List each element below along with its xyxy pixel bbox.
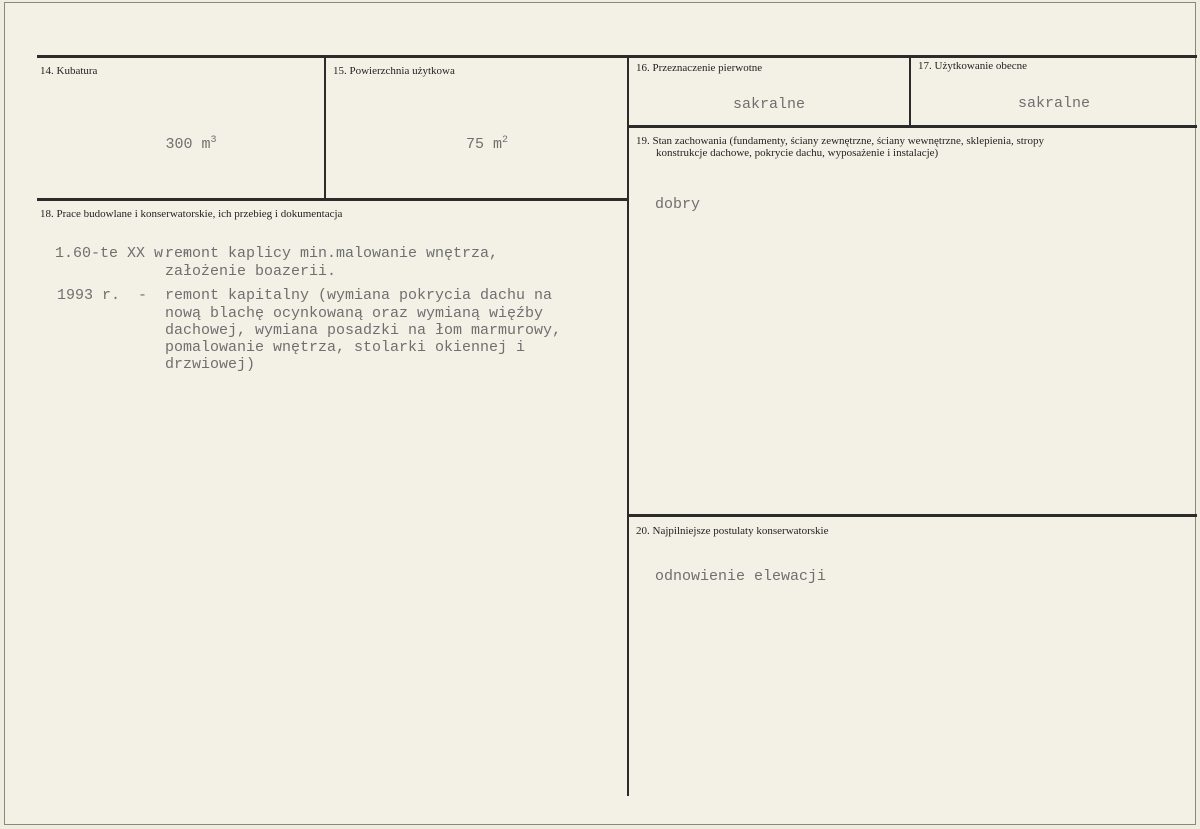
area-value: 75 m bbox=[465, 136, 502, 153]
field-17-value: sakralne bbox=[1017, 95, 1090, 112]
field-16-label: 16. Przeznaczenie pierwotne bbox=[636, 62, 763, 74]
entry-2-line-5: drzwiowej) bbox=[165, 356, 256, 373]
entry-2-date: 1993 r. - bbox=[57, 287, 148, 304]
entry-2-line-2: nową blachę ocynkowaną oraz wymianą więźby bbox=[165, 305, 544, 322]
entry-1-date: 1.60-te XX w. - bbox=[55, 245, 191, 262]
field-18-label: 18. Prace budowlane i konserwatorskie, ich przebieg i dokumentacja bbox=[40, 208, 343, 220]
entry-2-line-3: dachowej, wymiana posadzki na łom marmurowy, bbox=[165, 322, 562, 339]
entry-2-line-1: remont kapitalny (wymiana pokrycia dachu na bbox=[165, 287, 553, 304]
rule-under-19 bbox=[628, 514, 1197, 517]
field-20-label: 20. Najpilniejsze postulaty konserwatorskie bbox=[636, 525, 829, 537]
field-14-label: 14. Kubatura bbox=[40, 65, 98, 77]
field-15-value bbox=[330, 118, 626, 154]
field-17-label: 17. Użytkowanie obecne bbox=[918, 60, 1028, 72]
divider-14-15 bbox=[324, 56, 326, 199]
cubature-value: 300 m bbox=[165, 136, 211, 153]
top-rule bbox=[37, 55, 1197, 58]
rule-under-16-17 bbox=[628, 125, 1197, 128]
area-exponent: 2 bbox=[502, 135, 509, 146]
field-16-value: sakralne bbox=[732, 96, 805, 113]
field-14-value bbox=[40, 118, 324, 154]
entry-2-line-4: pomalowanie wnętrza, stolarki okiennej i bbox=[165, 339, 526, 356]
cubature-exponent: 3 bbox=[210, 135, 217, 146]
divider-16-17 bbox=[909, 56, 911, 126]
field-19-label-line-1: 19. Stan zachowania (fundamenty, ściany zewnętrzne, ściany wewnętrzne, sklepienia, stropy bbox=[636, 135, 1044, 147]
field-19-label-line-2: konstrukcje dachowe, pokrycie dachu, wyposażenie i instalacje) bbox=[656, 147, 939, 159]
entry-1-line-1: remont kaplicy min.malowanie wnętrza, bbox=[165, 245, 499, 262]
field-19-value: dobry bbox=[655, 196, 701, 213]
field-20-value: odnowienie elewacji bbox=[655, 568, 827, 585]
field-15-label: 15. Powierzchnia użytkowa bbox=[333, 65, 455, 77]
rule-under-14-15 bbox=[37, 198, 627, 201]
entry-1-line-2: założenie boazerii. bbox=[165, 263, 337, 280]
divider-center bbox=[627, 56, 629, 796]
